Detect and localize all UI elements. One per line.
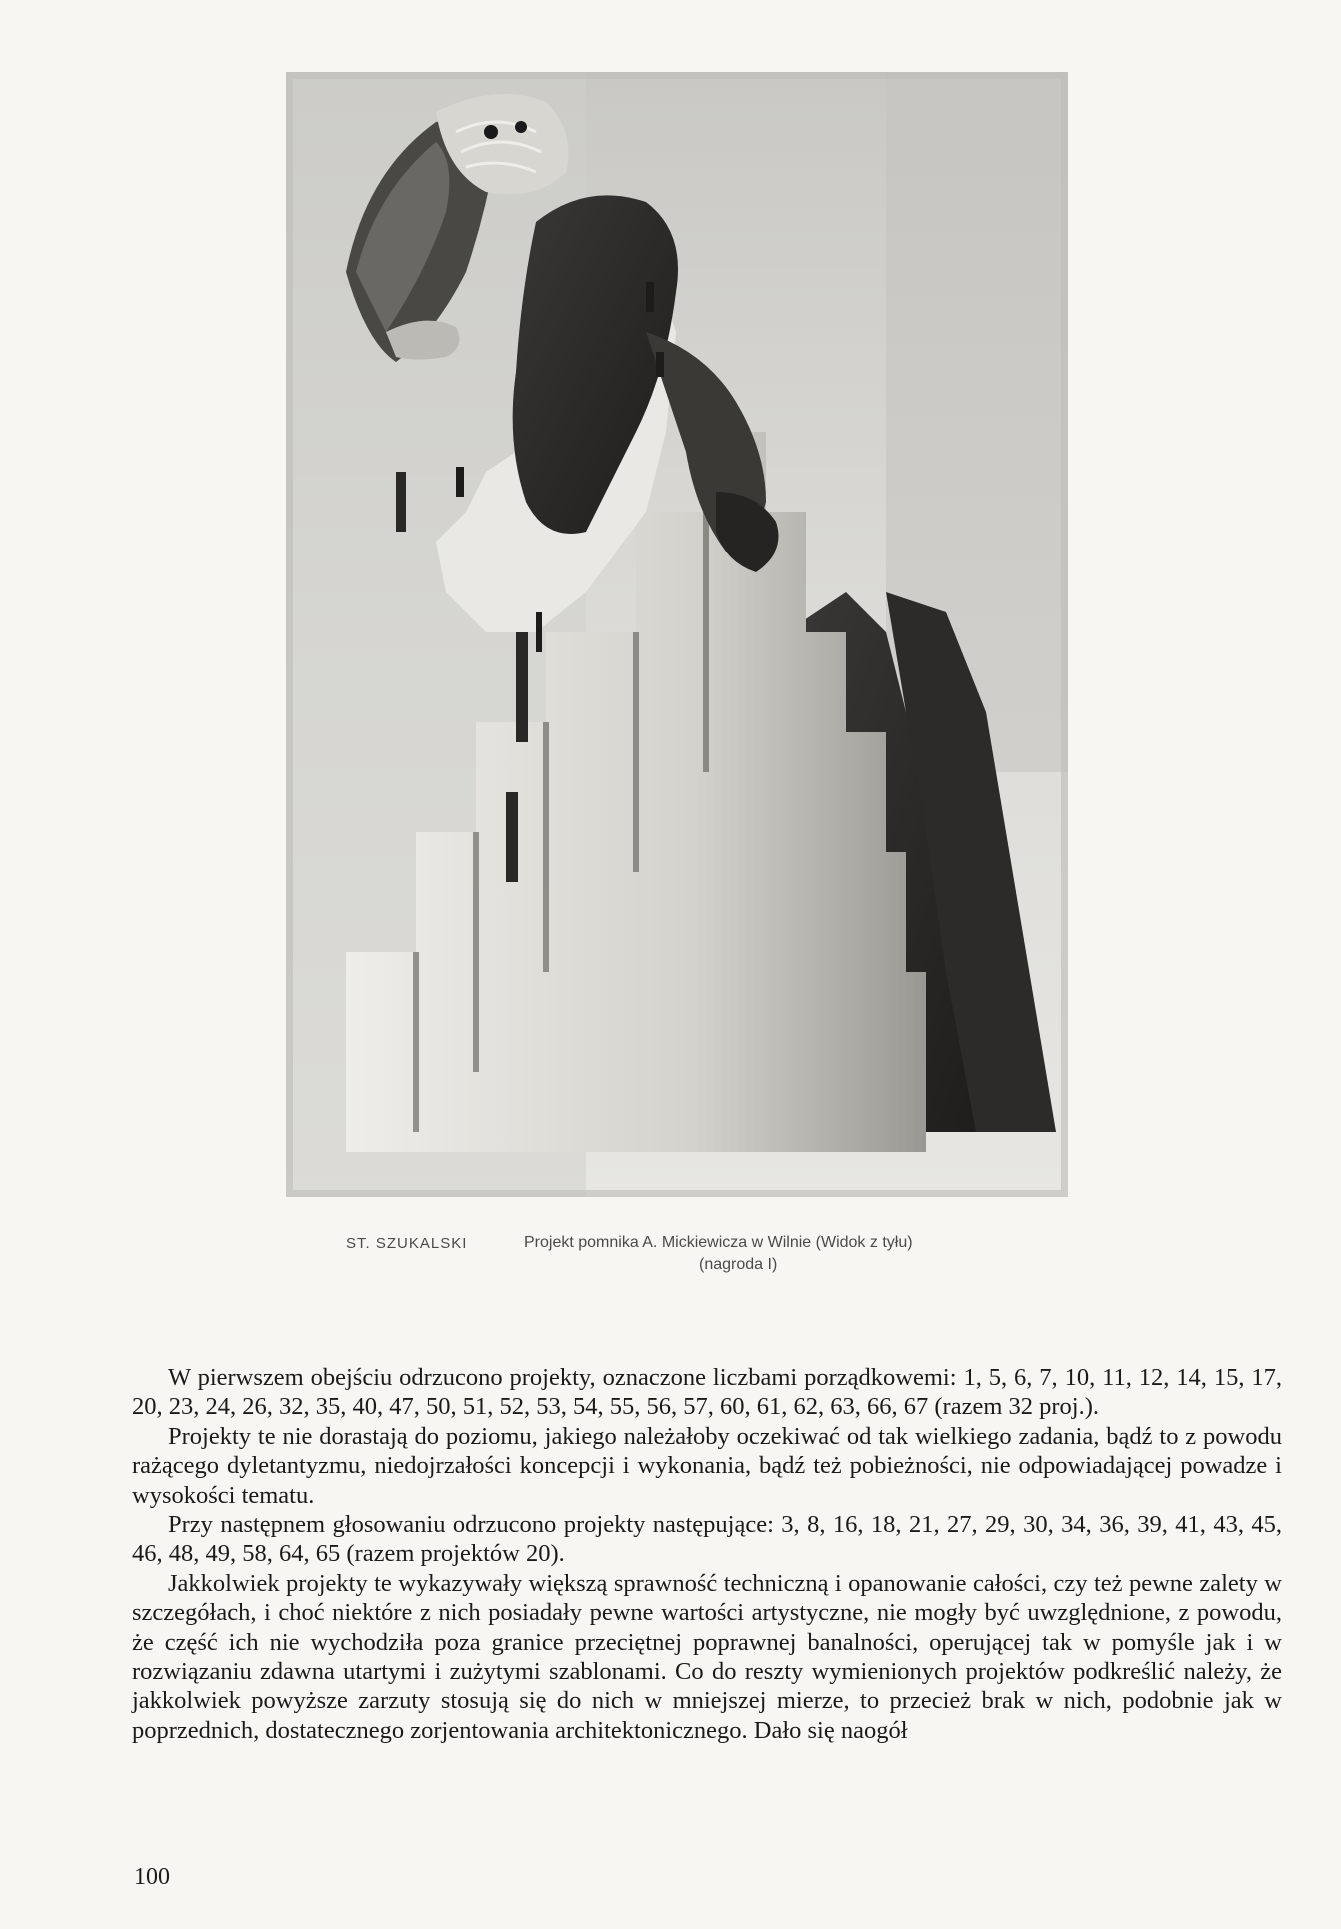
monument-sculpture-image <box>286 72 1068 1197</box>
figure-caption-prize: (nagroda I) <box>699 1256 778 1273</box>
figure-caption-artist: ST. SZUKALSKI <box>346 1235 468 1252</box>
paragraph: W pierwszem obejściu odrzucono projekty, oznaczone liczbami porządkowemi: 1, 5, 6, 7, 10, 11, 12, 14, 15, 17, 20, 23, 24, 26, 32, 35, 40, 47, 50, 51, 52, 53, 54, 55, 56, 57, 60, 61, 62, 63, 66, 67 (razem 32 proj.). <box>132 1364 1282 1421</box>
paragraph: Jakkolwiek projekty te wykazywały większą sprawność techniczną i opanowanie całości, czy też pewne zalety w szczegółach, i choć niektóre z nich posiadały pewne wartości artystyczne, nie mogły być uwzględnione, z powodu, że część ich nie wychodziła poza granice przeciętnej poprawnej banalności, operującej tak w pomyśle jak i w rozwiązaniu zdawna utartymi i zużytymi szablonami. Co do reszty wymienionych projektów podkreślić należy, że jakkolwiek powyższe zarzuty stosują się do nich w mniejszej mierze, to przecież brak w nich, podobnie jak w poprzednich, dostatecznego zorjentowania architektonicznego. Dało się naogół <box>132 1569 1282 1744</box>
page-number: 100 <box>134 1864 170 1890</box>
figure-caption-title-text: Projekt pomnika A. Mickiewicza w Wilnie (Widok z tyłu) <box>524 1234 913 1251</box>
paragraph: Projekty te nie dorastają do poziomu, jakiego należałoby oczekiwać od tak wielkiego zadania, bądź to z powodu rażącego dyletantyzmu, niedojrzałości koncepcji i wykonania, bądź też pobieżności, nie odpowiadającej powadze i wysokości tematu. <box>132 1422 1282 1509</box>
figure-caption-title <box>524 1232 1044 1276</box>
monument-photograph <box>286 72 1068 1197</box>
article-body <box>132 1363 1282 1745</box>
paragraph: Przy następnem głosowaniu odrzucono projekty następujące: 3, 8, 16, 18, 21, 27, 29, 30, 34, 36, 39, 41, 43, 45, 46, 48, 49, 58, 64, 65 (razem projektów 20). <box>132 1511 1282 1568</box>
